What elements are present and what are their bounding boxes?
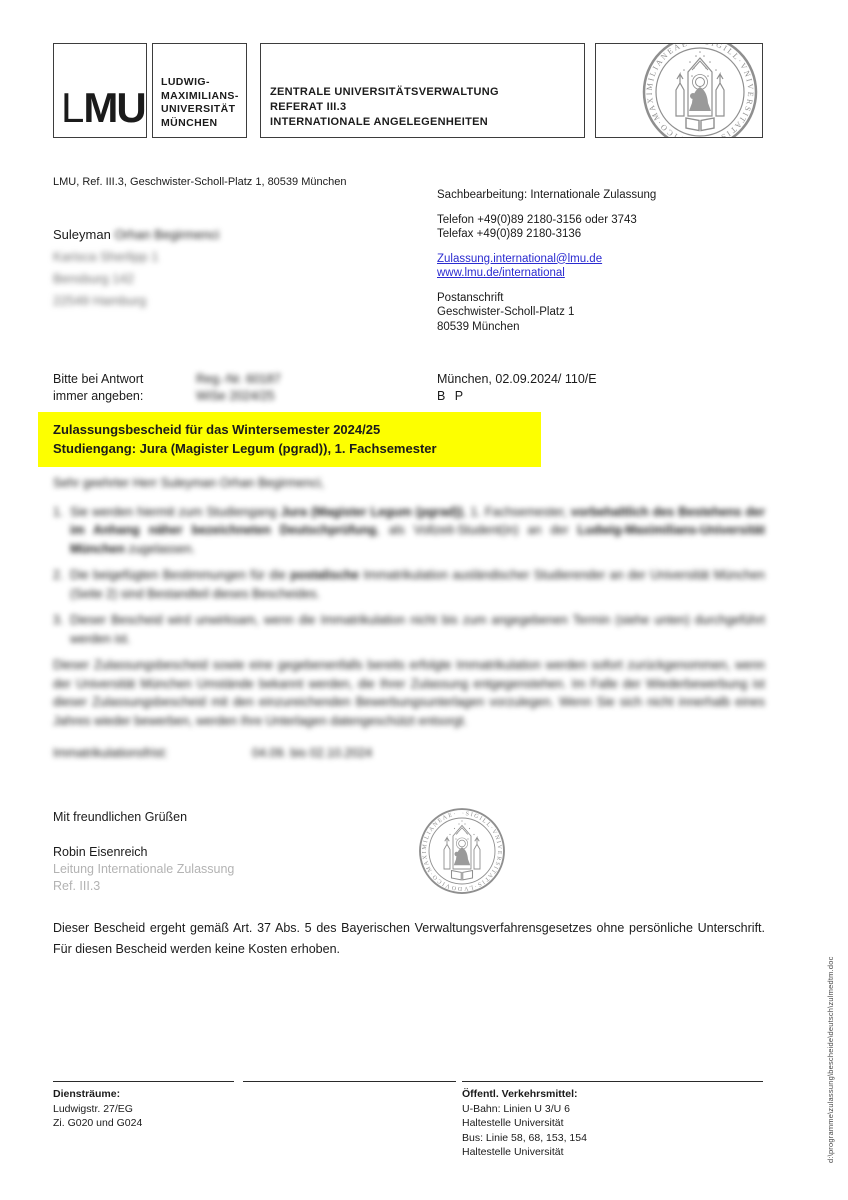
recipient-address-block — [53, 224, 219, 312]
signature-seal-icon — [417, 806, 507, 901]
clerk-line: Sachbearbeitung: Internationale Zulassung — [437, 189, 657, 201]
sender-return-address: LMU, Ref. III.3, Geschwister-Scholl-Platz 1, 80539 München — [53, 176, 347, 188]
postal-street: Geschwister-Scholl-Platz 1 — [437, 306, 575, 318]
email-link[interactable]: Zulassung.international@lmu.de — [437, 252, 603, 265]
body-item-redacted: 1. Sie werden hiermit zum Studiengang Jura (Magister Legum (pgrad)), 1. Fachsemester, vorbehaltlich des Bestehens der im Anhang näher bezeichneten Deutschprüfung, als Vollzeit-Student(in) an der Ludwig-Maximilians-Universität München zugelassen. — [53, 504, 765, 556]
footer-office-rooms: Diensträume: Ludwigstr. 27/EG Zi. G020 und G024 — [53, 1088, 143, 1129]
phone-line: Telefon +49(0)89 2180-3156 oder 3743 — [437, 213, 637, 226]
postal-label: Postanschrift — [437, 291, 504, 304]
enrollment-deadline-redacted: Immatrikulationsfrist: 04.09. bis 02.10.2024 — [53, 746, 373, 760]
footer-rule — [243, 1081, 456, 1082]
university-name-line: MAXIMILIANS- — [161, 89, 239, 102]
legal-note: Dieser Bescheid ergeht gemäß Art. 37 Abs. 5 des Bayerischen Verwaltungsverfahrensgesetzes ohne persönliche Unterschrift. Für diesen Bescheid werden keine Kosten erhoben. — [53, 921, 765, 956]
subject-highlight — [38, 412, 541, 467]
closing-greeting: Mit freundlichen Grüßen — [53, 810, 188, 824]
university-seal-icon — [640, 43, 760, 138]
postal-city: 80539 München — [437, 320, 520, 333]
department-line: REFERAT III.3 — [270, 101, 347, 113]
signature-block — [53, 844, 234, 895]
recipient-street-redacted: Karisca Sherlipp 1 — [53, 249, 159, 264]
contact-block — [437, 188, 656, 334]
department-box — [260, 43, 585, 138]
city-date-line: München, 02.09.2024/ 110/E — [437, 372, 597, 386]
header-seal-box — [595, 43, 763, 138]
department-line: ZENTRALE UNIVERSITÄTSVERWALTUNG — [270, 86, 499, 98]
recipient-city-redacted: 22549 Hamburg — [53, 293, 147, 308]
date-reference-block — [437, 371, 597, 405]
body-paragraph-redacted: Dieser Zulassungsbescheid sowie eine gegebenenfalls bereits erfolgte Immatrikulation werden sofort zurückgenommen, wenn der Universität München Umstände bekannt werden, die Ihrer Zulassung entgegenstehen. Im Falle der Wiederbewerbung ist dieser Zulassungsbescheid mit den einzureichenden Bewerbungsunterlagen vorzulegen. Wenn Sie sich nicht innerhalb eines Jahres wieder bewerben, werden Ihre Unterlagen datengeschützt entsorgt. — [53, 658, 765, 728]
footer-public-transport: Öffentl. Verkehrsmittel: U-Bahn: Linien U 3/U 6 Haltestelle Universität Bus: Linie 58, 68, 153, 154 Haltestelle Universität — [462, 1088, 587, 1158]
clerk-initials: B P — [437, 389, 467, 403]
fax-line: Telefax +49(0)89 2180-3136 — [437, 228, 582, 240]
lmu-wordmark: LMU — [61, 84, 145, 131]
subject-line-2: Studiengang: Jura (Magister Legum (pgrad)), 1. Fachsemester — [53, 441, 437, 456]
lmu-logo-box — [53, 43, 147, 138]
body-item-redacted: 2. Die beigefügten Bestimmungen für die postalische Immatrikulation ausländischer Studierender an der Universität München (Seite 2) sind Bestandteil dieses Bescheides. — [53, 568, 765, 601]
website-link[interactable]: www.lmu.de/international — [437, 267, 565, 279]
university-name-line: LUDWIG- — [161, 76, 210, 88]
body-redacted — [53, 474, 765, 763]
recipient-first-name: Suleyman — [53, 227, 111, 242]
department-line: INTERNATIONALE ANGELEGENHEITEN — [270, 116, 489, 128]
body-items — [53, 503, 765, 649]
footer-rule — [53, 1081, 234, 1082]
signer-name: Robin Eisenreich — [53, 845, 148, 859]
document-file-path: d:\programme\zulassung\bescheide\deutsch\zulmedtm.doc — [826, 956, 835, 1163]
recipient-line-redacted: Bensburg 142 — [53, 271, 134, 286]
reply-note: Bitte bei Antwort immer angeben: — [53, 372, 144, 403]
body-item-redacted: 3. Dieser Bescheid wird unwirksam, wenn die Immatrikulation nicht bis zum angegebenen Termin (siehe unten) durchgeführt werden ist. — [53, 613, 765, 646]
salutation-redacted: Sehr geehrter Herr Suleyman Orhan Begirmenci, — [53, 476, 324, 490]
subject-line-1: Zulassungsbescheid für das Wintersemester 2024/25 — [53, 422, 381, 437]
recipient-name-redacted: Orhan Begirmenci — [114, 227, 220, 242]
registration-number-redacted: Reg.-Nr. 60187 WiSe 2024/25 — [196, 372, 281, 403]
university-name-box — [152, 43, 247, 138]
signer-role: Leitung Internationale Zulassung — [53, 862, 235, 876]
signer-unit: Ref. III.3 — [53, 879, 101, 893]
university-name-line: UNIVERSITÄT — [161, 103, 236, 115]
university-name-line: MÜNCHEN — [161, 116, 218, 129]
footer-rule — [462, 1081, 763, 1082]
